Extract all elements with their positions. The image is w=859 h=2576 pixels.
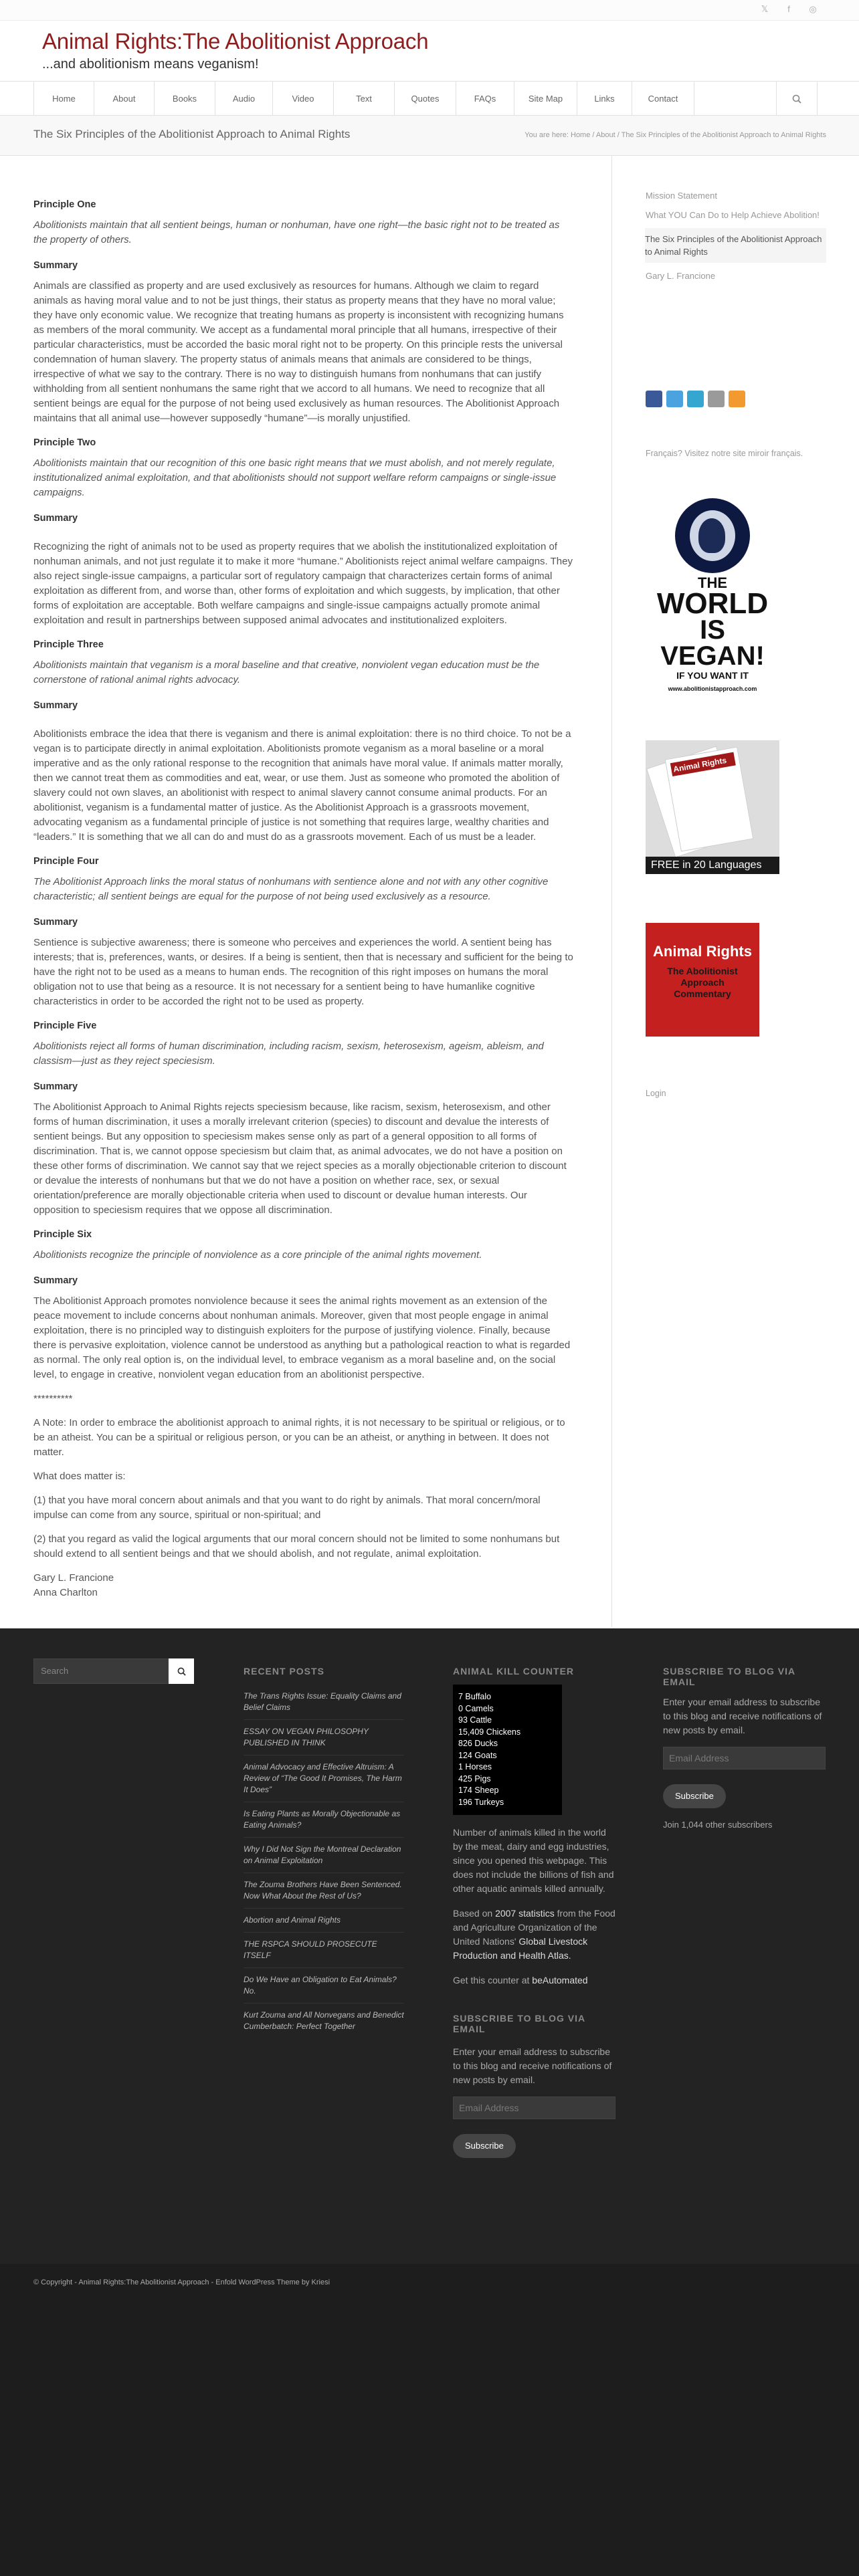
french-mirror-link[interactable]: Français? Visitez notre site miroir français. [646,449,803,458]
recent-post-link[interactable]: ESSAY ON VEGAN PHILOSOPHY PUBLISHED IN THINK [244,1720,404,1755]
footer-search [33,1658,194,1684]
counter-row: 15,409 Chickens [458,1727,521,1737]
summary-heading: Summary [33,1081,78,1092]
nav-item-video[interactable]: Video [272,82,333,116]
search-button[interactable] [169,1658,194,1684]
counter-row: 826 Ducks [458,1739,498,1748]
sidebar-link-francione[interactable]: Gary L. Francione [646,271,716,281]
beautomated-link[interactable]: beAutomated [532,1975,588,1985]
footer-socket [0,2264,859,2576]
top-bar [0,0,859,21]
matter-point-1: (1) that you have moral concern about animals and that you want to do right by animals. That moral concern/moral impulse can come from any source, spiritual or non-spiritual; and [33,1495,541,1521]
nav-item-text[interactable]: Text [333,82,394,116]
commentary-title: Animal Rights [653,943,752,960]
subscribe-title: SUBSCRIBE TO BLOG VIA EMAIL [453,2013,585,2034]
counter-row: 7 Buffalo [458,1692,492,1701]
recent-posts-widget [244,1666,404,2038]
credit-text: Get this counter at [453,1975,530,1985]
nav-item-home[interactable]: Home [33,82,94,116]
summary-heading: Summary [33,260,78,271]
counter-row: 124 Goats [458,1750,497,1760]
recent-posts-title: RECENT POSTS [244,1666,324,1677]
counter-row: 1 Horses [458,1762,492,1772]
subscriber-count: Join 1,044 other subscribers [663,1820,773,1830]
kill-counter-title: ANIMAL KILL COUNTER [453,1666,575,1677]
social-icons-sidebar [646,391,826,407]
nav-item-about[interactable]: About [94,82,154,116]
facebook-icon[interactable]: f [787,4,790,14]
principle-statement: Abolitionists maintain that all sentient beings, human or nonhuman, have one right—the basic right not to be treated as the property of others. [33,219,560,245]
kill-counter-box [453,1685,562,1815]
badge-url: www.abolitionistapproach.com [668,685,757,692]
summary-text: The Abolitionist Approach promotes nonviolence because it sees the animal rights movement as an extension of the peace movement to include concerns about nonhuman animals. Moreover, given that most people engage in animal exploitation, there is no principled way to distinguish exploiters for the purpose of justifying violence. Finally, because there is pervasive exploitation, violence cannot be understood as anything but a pathological reaction to what is regarded as normal. The only real option is, on the individual level, to embrace veganism as a moral baseline and, on the social level, to engage in creative, nonviolent vegan education from an abolitionist perspective. [33,1295,571,1380]
badge-is: IS [700,615,725,645]
breadcrumb-home[interactable]: Home [571,131,591,139]
author-name: Anna Charlton [33,1587,98,1598]
page-title: The Six Principles of the Abolitionist Approach to Animal Rights [33,128,351,140]
principle-heading: Principle One [33,199,96,210]
facebook-icon[interactable] [646,391,662,407]
twitter-icon[interactable]: 𝕏 [761,4,769,14]
recent-post-link[interactable]: Kurt Zouma and All Nonvegans and Benedict Cumberbatch: Perfect Together [244,2010,404,2031]
recent-post-link[interactable]: The Zouma Brothers Have Been Sentenced. Now What About the Rest of Us? [244,1873,404,1909]
source-text: Based on [453,1908,493,1919]
recent-post-link[interactable]: THE RSPCA SHOULD PROSECUTE ITSELF [244,1933,404,1968]
subscribe-widget [663,1666,827,1832]
principle-heading: Principle Five [33,1021,97,1031]
principle-heading: Principle Six [33,1229,92,1240]
note-paragraph: A Note: In order to embrace the abolitionist approach to animal rights, it is not necessary to be spiritual or religious, or to be an atheist. You can be a spiritual or religious person, or you can be an atheist, or anything in between. It does not matter. [33,1417,565,1458]
summary-text: Abolitionists embrace the idea that there is veganism and there is animal exploitation: there is no third choice. To not be a vegan is to participate directly in animal exploitation. Abolitionists promote veganism as a moral baseline or a moral imperative and as the only rational response to the recognition that animals have moral value. If animals matter morally, then we cannot treat them as commodities and eat, wear, or use them. Just as someone who promoted the abolition of slavery could not own slaves, an abolitionist with respect to animal slavery cannot consume animal products. For an abolitionist, veganism is a fundamental matter of justice. As the Abolitionist Approach is a grassroots movement, advocating veganism as a fundamental principle of justice is not something that requires large, wealthy charities and “leaders.” It is something that we all can do and must do as a grassroots movement. Each of us must be a leader. [33,728,571,843]
search-icon[interactable] [776,82,818,116]
summary-text: The Abolitionist Approach to Animal Rights rejects speciesism because, like racism, sexism, heterosexism, and other forms of human discrimination, it uses a morally irrelevant criterion (species) to discount and devalue the interests of sentient beings. But any opposition to speciesism makes sense only as part of a general opposition to all forms of discrimination. That is, we cannot oppose speciesism but claim that, as animal advocates, we do not have a position on these other forms of discrimination. We cannot say that we reject species as a morally objectionable criterion to discount or devalue the interests of nonhumans but that we do not have a position on whether race, sex, or sexual orientation/preference are morally objectionable criteria when used to discount or devalue human interests. Our opposition to speciesism requires that we oppose all discrimination. [33,1101,567,1216]
breadcrumb-separator: / [592,131,595,139]
principle-statement: The Abolitionist Approach links the moral status of nonhumans with sentience alone and not with any other cognitive characteristic; all sentient beings are equal for the purpose of not being used exclusively as a resource. [33,876,549,902]
badge-the: THE [698,574,727,591]
social-links-top [760,4,818,15]
principle-statement: Abolitionists maintain that our recognition of this one basic right means that we must abolish, and not merely regulate, institutionalized animal exploitation, and that abolitionists should not support welfare reform campaigns or single-issue campaigns. [33,457,557,498]
login-link[interactable]: Login [646,1089,666,1098]
counter-row: 93 Cattle [458,1715,492,1725]
nav-item-quotes[interactable]: Quotes [394,82,456,116]
summary-heading: Summary [33,700,78,711]
recent-post-link[interactable]: Do We Have an Obligation to Eat Animals? No. [244,1968,404,2004]
counter-row: 425 Pigs [458,1774,491,1784]
instagram-icon[interactable]: ◎ [809,4,817,14]
nav-item-books[interactable]: Books [154,82,215,116]
recent-post-link[interactable]: Animal Advocacy and Effective Altruism: A Review of “The Good It Promises, The Harm It Does” [244,1755,404,1802]
subscribe-button[interactable]: Subscribe [453,2134,516,2158]
counter-row: 174 Sheep [458,1786,499,1795]
source-text: from the Food and Agriculture Organization of the United Nations' [453,1908,615,1947]
kill-counter-widget [453,1666,617,2158]
author-name: Gary L. Francione [33,1572,114,1584]
principle-statement: Abolitionists reject all forms of human discrimination, including racism, sexism, heterosexism, ageism, ableism, and classism—just as they reject speciesism. [33,1041,544,1067]
principle-heading: Principle Two [33,437,96,448]
nav-item-site-map[interactable]: Site Map [514,82,577,116]
separator-stars: ********** [33,1393,73,1404]
subscribe-text: Enter your email address to subscribe to this blog and receive notifications of new posts by email. [663,1697,822,1735]
summary-heading: Summary [33,917,78,928]
footer [0,1628,859,2264]
kill-counter-note: Number of animals killed in the world by the meat, dairy and egg industries, since you opened this webpage. This does not include the billions of fish and other aquatic animals killed annually. [453,1827,614,1894]
atlas-link[interactable]: Global Livestock Production and Health Atlas. [453,1936,588,1961]
rss-icon[interactable] [729,391,745,407]
nav-item-faqs[interactable]: FAQs [456,82,514,116]
pamphlet-image[interactable] [646,740,779,874]
badge-vegan: VEGAN! [660,641,765,671]
principle-statement: Abolitionists recognize the principle of nonviolence as a core principle of the animal rights movement. [33,1249,482,1261]
nav-item-links[interactable]: Links [577,82,632,116]
site-tagline: ...and abolitionism means veganism! [42,57,259,72]
nav-item-contact[interactable]: Contact [632,82,694,116]
summary-text: Recognizing the right of animals not to be used as property requires that we abolish the institutionalized exploitation of nonhuman animals, and not just regulate it to make it more “humane.” Abolitionists reject animal welfare campaigns. They also reject single-issue campaigns, a particular sort of regulatory campaign that characterizes certain forms of animal exploitation as different from, and worse than, other forms of exploitation and which suggests, by implication, that other forms of exploitation are acceptable. Both welfare campaigns and single-issue campaigns actually promote animal exploitation and result in partnerships between supposed animal advocates and institutionalized exploiters. [33,541,573,626]
source-link[interactable]: 2007 statistics [495,1908,555,1919]
breadcrumb-about[interactable]: About [595,131,615,139]
site-header [0,21,859,81]
vimeo-icon[interactable] [687,391,704,407]
commentary-subtitle: The Abolitionist Approach Commentary [667,966,738,999]
sidebar-link-six-principles[interactable]: The Six Principles of the Abolitionist Approach to Animal Rights [645,228,826,263]
nav-item-audio[interactable]: Audio [215,82,272,116]
search-input[interactable]: Search [33,1658,169,1684]
counter-row: 196 Turkeys [458,1797,504,1807]
recent-post-link[interactable]: Is Eating Plants as Morally Objectionable as Eating Animals? [244,1802,404,1838]
counter-row: 0 Camels [458,1703,494,1713]
pamphlet-caption: FREE in 20 Languages [646,857,779,874]
twitter-icon[interactable] [666,391,683,407]
recent-post-link[interactable]: Why I Did Not Sign the Montreal Declaration on Animal Exploitation [244,1838,404,1873]
badge-if-you-want-it: IF YOU WANT IT [676,670,749,681]
article-content [33,197,575,1600]
recent-post-link[interactable]: The Trans Rights Issue: Equality Claims and Belief Claims [244,1685,404,1720]
search-icon [177,1667,186,1676]
matter-point-2: (2) that you regard as valid the logical arguments that our moral concern should not be limited to some nonhumans but should extend to all sentient beings and that we should abolish, and not regulate, animal exploitation. [33,1533,560,1560]
summary-text: Animals are classified as property and are used exclusively as resources for humans. Although we claim to regard animals as having moral value and to not be just things, their status as property means that they have no moral value; they have only economic value. We recognize that treating humans as property is inconsistent with recognizing humans as members of the moral community. We accept as a fundamental moral principle that all humans, irrespective of their particular characteristics, must be accorded the basic moral right not to be property. On this principle rests the universal condemnation of human slavery. The property status of animals means that animals are considered to be things, irrespective of what we say to the contrary. There is no way to distinguish humans from nonhumans that can justify withholding from all sentient nonhumans the same right that we accord to all humans. We need to recognize that all sentient beings are equal for the purpose of not being used exclusively as human resources. The Abolitionist Approach maintains that all animal use—however supposedly “humane”—is morally unjustified. [33,280,564,424]
audio-icon[interactable] [708,391,725,407]
subscribe-title: SUBSCRIBE TO BLOG VIA EMAIL [663,1666,795,1687]
kill-counter-source [453,1907,617,1963]
pamphlet-title: Animal Rights [670,752,736,776]
main-navigation [0,81,859,116]
copyright: © Copyright - Animal Rights:The Abolitionist Approach - Enfold WordPress Theme by Kriesi [33,2278,330,2286]
vegan-badge[interactable] [646,498,779,693]
site-title-link[interactable]: Animal Rights:The Abolitionist Approach [42,29,429,53]
breadcrumb [524,131,826,139]
counter-credit [453,1973,617,1988]
subscribe-text: Enter your email address to subscribe to this blog and receive notifications of new posts by email. [453,2046,612,2085]
page-title-bar [0,116,859,156]
breadcrumb-current: The Six Principles of the Abolitionist Approach to Animal Rights [621,131,826,139]
sidebar-link-what-you-can-do[interactable]: What YOU Can Do to Help Achieve Abolition! [646,210,820,220]
principle-heading: Principle Four [33,856,99,867]
summary-text: Sentience is subjective awareness; there is someone who perceives and experiences the world. A sentient being has interests; that is, preferences, wants, or desires. If a being is sentient, then that is necessary and sufficient for the being to have the right not to be used as a means to human ends. The recognition of this right imposes on humans the moral obligation not to use that being as a resource. It is not necessary for a sentient being to have humanlike cognitive characteristics in order to be accorded the right not to be used as property. [33,937,573,1007]
what-matters: What does matter is: [33,1471,126,1482]
breadcrumb-separator: / [617,131,619,139]
sidebar-link-mission[interactable]: Mission Statement [646,191,717,201]
commentary-book-cover[interactable] [646,923,759,1037]
principle-statement: Abolitionists maintain that veganism is a moral baseline and that creative, nonviolent vegan education must be the cornerstone of rational animal rights advocacy. [33,659,540,685]
sidebar [646,189,826,1098]
principle-heading: Principle Three [33,639,104,650]
email-field[interactable]: Email Address [453,2097,615,2119]
email-field[interactable]: Email Address [663,1747,826,1769]
summary-heading: Summary [33,513,78,524]
sidebar-divider [611,156,612,1627]
badge-world: WORLD [656,587,769,620]
summary-heading: Summary [33,1275,78,1286]
breadcrumb-prefix: You are here: [524,131,569,139]
subscribe-button[interactable]: Subscribe [663,1784,726,1808]
globe-icon [675,498,750,573]
recent-post-link[interactable]: Abortion and Animal Rights [244,1909,404,1933]
